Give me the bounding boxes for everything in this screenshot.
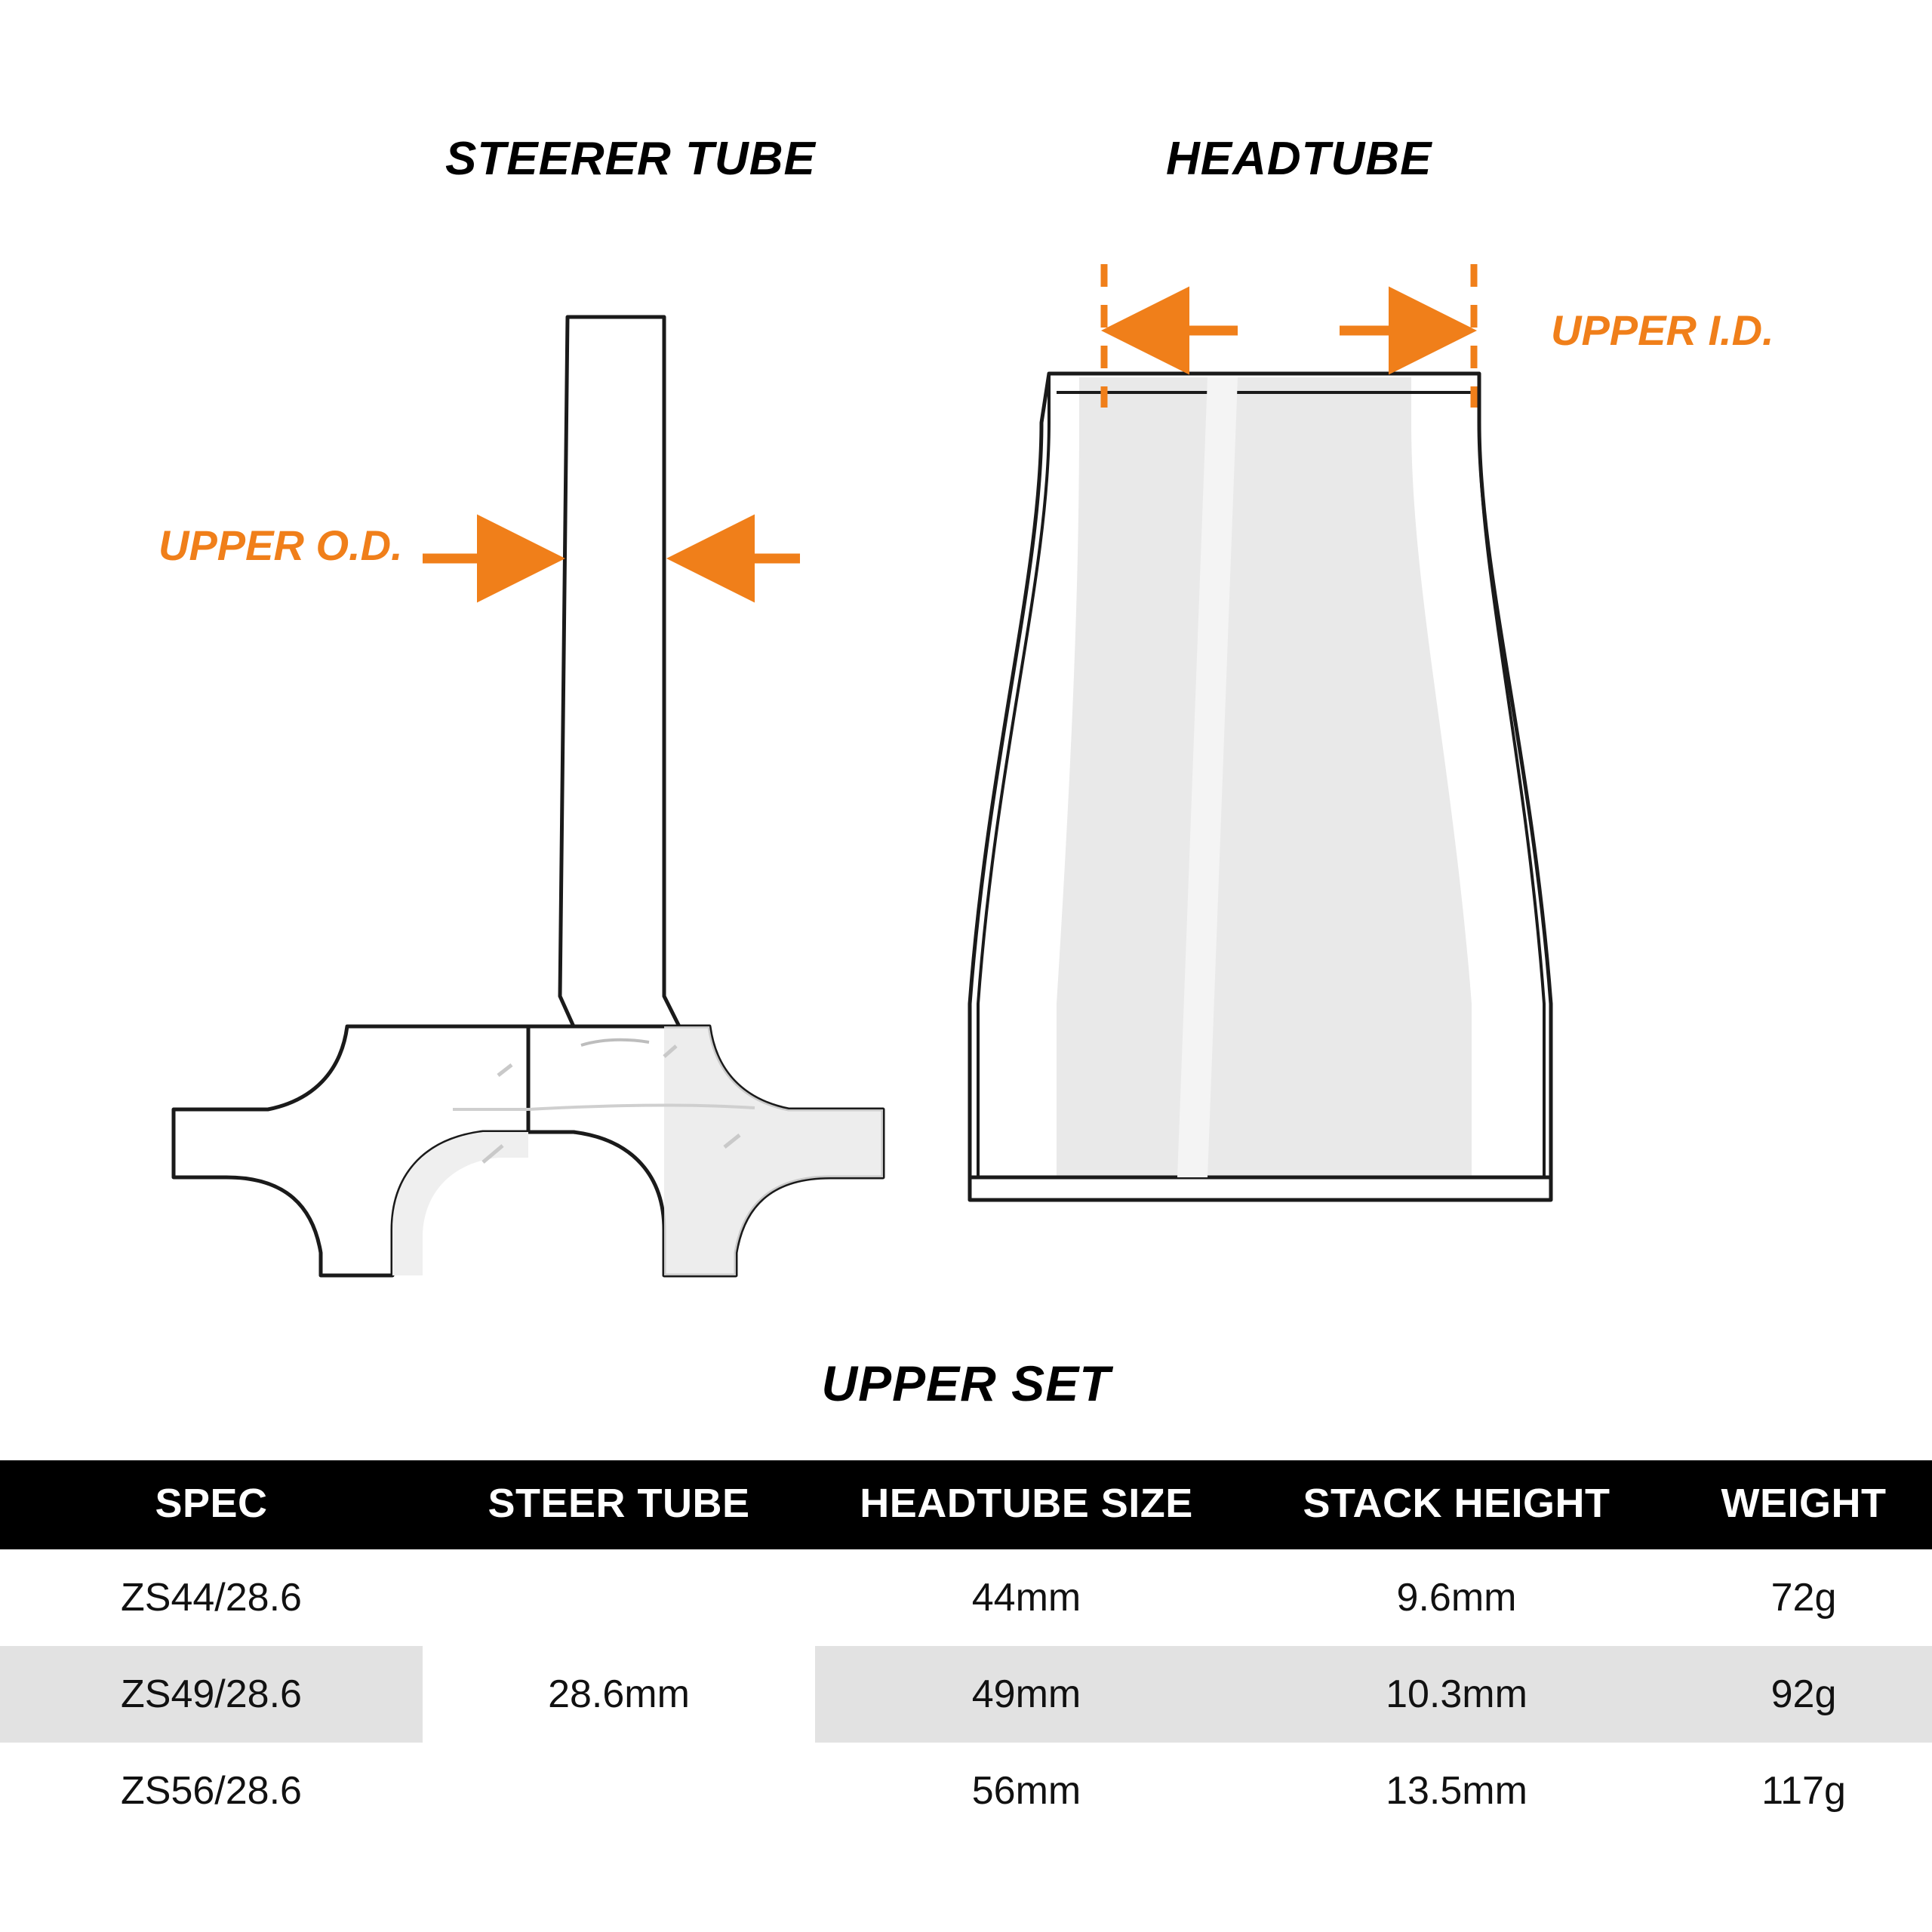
- column-header-spec: SPEC: [0, 1460, 423, 1549]
- table-row: [0, 1549, 1932, 1646]
- cell-spec: ZS44/28.6: [0, 1549, 423, 1646]
- steerer-tube-title: STEERER TUBE: [445, 133, 816, 185]
- column-header-stack-height: STACK HEIGHT: [1238, 1460, 1675, 1549]
- upper-id-label: UPPER I.D.: [1551, 306, 1774, 354]
- cell-spec: ZS49/28.6: [0, 1646, 423, 1743]
- cell-stack-height: 13.5mm: [1238, 1743, 1675, 1839]
- column-header-headtube-size: HEADTUBE SIZE: [815, 1460, 1238, 1549]
- table-row: [0, 1646, 1932, 1743]
- cell-weight: 72g: [1675, 1549, 1932, 1646]
- section-title: UPPER SET: [821, 1355, 1111, 1411]
- steerer-tube-illustration: [174, 317, 883, 1275]
- column-header-weight: WEIGHT: [1675, 1460, 1932, 1549]
- cell-headtube-size: 56mm: [815, 1743, 1238, 1839]
- cell-stack-height: 10.3mm: [1238, 1646, 1675, 1743]
- cell-headtube-size: 44mm: [815, 1549, 1238, 1646]
- table-header-row: [0, 1460, 1932, 1549]
- cell-spec: ZS56/28.6: [0, 1743, 423, 1839]
- column-header-steer-tube: STEER TUBE: [423, 1460, 815, 1549]
- headtube-title: HEADTUBE: [1166, 133, 1432, 185]
- cell-weight: 92g: [1675, 1646, 1932, 1743]
- cell-steer-tube: 28.6mm: [423, 1549, 815, 1839]
- cell-stack-height: 9.6mm: [1238, 1549, 1675, 1646]
- table-row: [0, 1743, 1932, 1839]
- cell-headtube-size: 49mm: [815, 1646, 1238, 1743]
- cell-weight: 117g: [1675, 1743, 1932, 1839]
- headtube-illustration: [970, 374, 1551, 1200]
- upper-od-label: UPPER O.D.: [158, 521, 403, 569]
- spec-table: [0, 1460, 1932, 1839]
